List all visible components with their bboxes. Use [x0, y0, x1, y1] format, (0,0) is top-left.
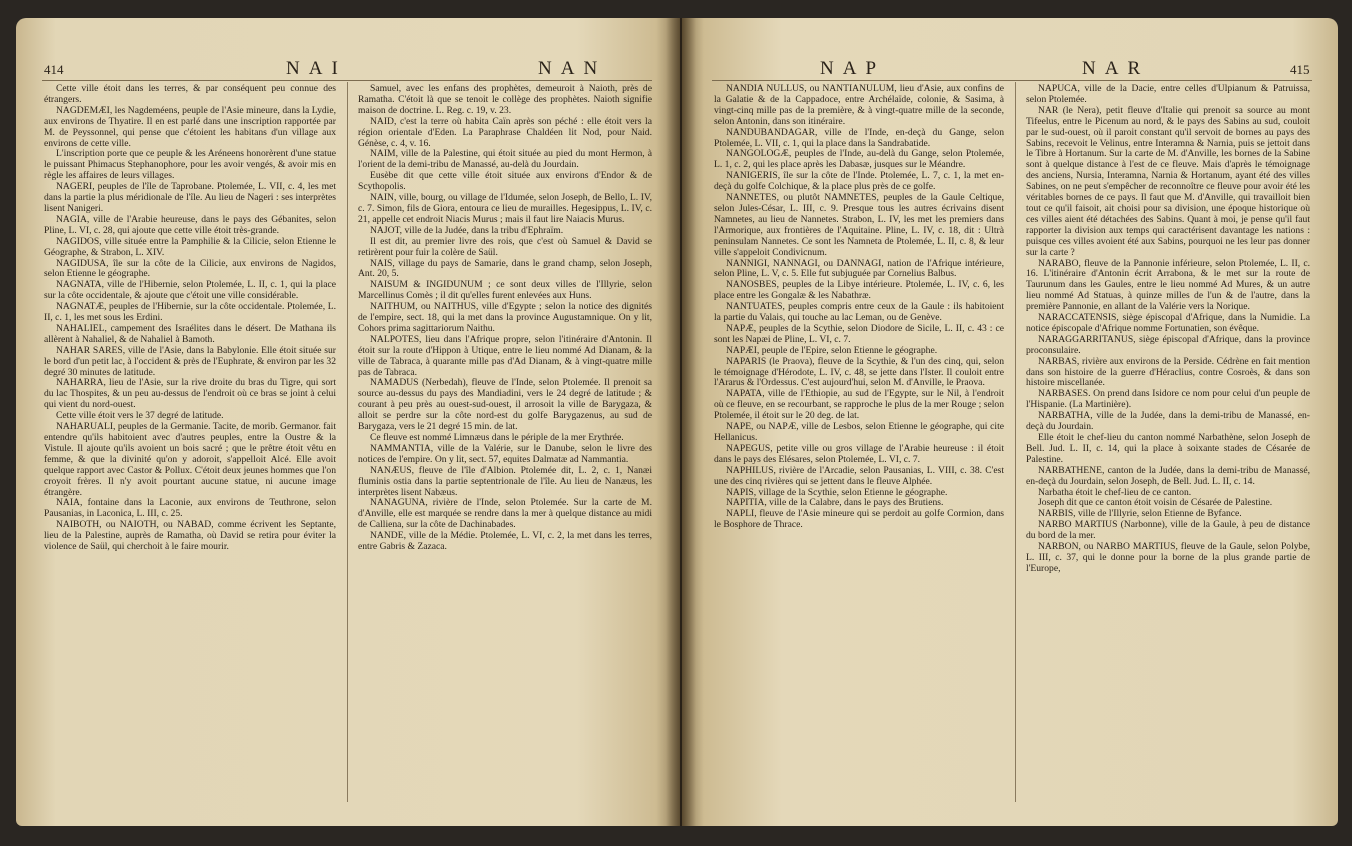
entry-paragraph: NANTUATES, peuples compris entre ceux de la Gaule : ils habitoient la partie du Valais, qui touche au lac Leman, ou de Genève. [714, 301, 1004, 324]
entry-paragraph: Elle étoit le chef-lieu du canton nommé Narbathène, selon Joseph de Bell. Jud. L. II, c. 14, qui la place à soixante stades de Césarée de Palestine. [1026, 432, 1310, 465]
entry-paragraph: NAHALIEL, campement des Israélites dans le désert. De Mathana ils allèrent à Nahaliel, & de Nahaliel à Bamoth. [44, 322, 336, 345]
entry-paragraph: NARBO MARTIUS (Narbonne), ville de la Gaule, à peu de distance du bord de la mer. [1026, 519, 1310, 542]
running-head-right: NAR [1082, 58, 1150, 79]
entry-paragraph: NAHARRA, lieu de l'Asie, sur la rive droite du bras du Tigre, qui sort du lac Thospites, & un peu au-dessus de l'endroit où ce bras se joint à celui qui vient du nord-ouest. [44, 377, 336, 411]
page-number: 415 [1290, 62, 1310, 77]
header-rule [712, 80, 1312, 81]
entry-paragraph: NARBATHENE, canton de la Judée, dans la demi-tribu de Manassé, en-deçà du Jourdain, selon Joseph, de Bell. Jud. L. II, c. 14. [1026, 464, 1310, 487]
entry-paragraph: NAPÆ, peuples de la Scythie, selon Diodore de Sicile, L. II, c. 43 : ce sont les Napæi de Pline, L. VI, c. 7. [714, 322, 1004, 345]
entry-paragraph: NARAGGARRITANUS, siège épiscopal d'Afrique, dans la province proconsulaire. [1026, 333, 1310, 356]
entry-paragraph: NAJOT, ville de la Judée, dans la tribu d'Ephraïm. [370, 224, 564, 236]
entry-paragraph: NAPITIA, ville de la Calabre, dans le pays des Brutiens. [726, 497, 944, 509]
entry-paragraph: NAPE, ou NAPÆ, ville de Lesbos, selon Etienne le géographe, qui cite Hellanicus. [714, 421, 1004, 443]
entry-paragraph: NARBASES. On prend dans Isidore ce nom pour celui d'un peuple de l'Hispanie. (La Martinière). [1026, 388, 1310, 411]
entry-paragraph: NAIM, ville de la Palestine, qui étoit située au pied du mont Hermon, à l'orient de la demi-tribu de Manassé, au-delà du Jourdain. [358, 148, 652, 171]
entry-paragraph: NAHARUALI, peuples de la Germanie. Tacite, de morib. Germanor. fait entendre qu'ils habitoient avec d'autres peuples, entre la Oustre & la Vistule. Il ajoute qu'ils avoient un bois sacré ; que le prêtre étoit vêtu en femme, & que la divinité qu'on y adoroit, s'appelloit Alcé. Elle avoit quelque rapport avec Castor & Pollux. C'étoit deux jeunes hommes que l'on croyoit frères. Il n'y avoit pourtant aucune statue, ni aucune image étrangère. [44, 421, 336, 498]
text-column-1 [44, 84, 336, 553]
entry-paragraph: Joseph dit que ce canton étoit voisin de Césarée de Palestine. [1038, 497, 1273, 509]
left-page [16, 18, 680, 826]
open-book [10, 8, 1342, 840]
entry-paragraph: NAPATA, ville de l'Ethiopie, au sud de l'Egypte, sur le Nil, à l'endroit où ce fleuve, en se recourbant, se rapproche le plus de la mer Rouge ; selon Ptolemée, il étoit sur le 20 deg. de lat. [714, 388, 1004, 422]
entry-paragraph: NANGOLOGÆ, peuples de l'Inde, au-delà du Gange, selon Ptolemée, L. 1, c. 2, qui les place après les Dabasæ, jusques sur le Méandre. [714, 148, 1004, 171]
entry-paragraph: NAID, c'est la terre où habita Caïn après son péché : elle étoit vers la région orientale d'Eden. La Paraphrase Chaldéen lit Nod, pour Naid. Génèse, c. 4, v. 16. [358, 115, 652, 149]
running-head-left: NAP [820, 58, 886, 79]
entry-paragraph: NAGIDOS, ville située entre la Pamphilie & la Cilicie, selon Etienne le Géographe, & Strabon, L. XIV. [44, 235, 336, 258]
entry-paragraph: L'inscription porte que ce peuple & les Aréneens honorèrent d'une statue le puissant Phimacus Stephanophore, pour les avoir vengés, & avoir mis en règle les affaires de leurs villages. [44, 148, 336, 182]
text-column-2 [1026, 84, 1310, 575]
entry-paragraph: NAPEGUS, petite ville ou gros village de l'Arabie heureuse : il étoit dans le pays des Elésares, selon Ptolemée, L. VI, c. 7. [714, 442, 1004, 465]
page-number: 414 [44, 62, 64, 77]
running-head-left: NAI [286, 58, 347, 79]
entry-paragraph: Narbatha étoit le chef-lieu de ce canton. [1038, 486, 1192, 498]
entry-paragraph: NAITHUM, ou NAITHUS, ville d'Egypte ; selon la notice des dignités de l'empire, sect. 18, qui la met dans la province Augustamnique. On y lit, Cohors prima sagittariorum Naithu. [358, 301, 652, 334]
header-rule [42, 80, 652, 81]
entry-paragraph: NALPOTES, lieu dans l'Afrique propre, selon l'itinéraire d'Antonin. Il étoit sur la route d'Hippon à Utique, entre le lieu nommé Ad Dianam, & la ville de Tabraca, à quarante mille pas d'Ad Dianam, & à vingt-quatre mille pas de Tabraca. [358, 333, 652, 378]
entry-paragraph: NAGDEMÆI, les Nagdeméens, peuple de l'Asie mineure, dans la Lydie, aux environs de Thyatire. Il en est parlé dans une inscription rapportée par M. de Peyssonnel, qui pense que c'étoient les habitans d'un village aux environs de cette ville. [44, 104, 336, 149]
text-column-2 [358, 84, 652, 553]
entry-paragraph: NAISUM & INGIDUNUM ; ce sont deux villes de l'Illyrie, selon Marcellinus Comès ; il dit qu'elles furent enlevées aux Huns. [358, 279, 652, 302]
entry-paragraph: NAPHILUS, rivière de l'Arcadie, selon Pausanias, L. VIII, c. 38. C'est une des cinq rivières qui se jettent dans le fleuve Alphée. [714, 464, 1004, 487]
entry-paragraph: NAIS, village du pays de Samarie, dans le grand champ, selon Joseph, Ant. 20, 5. [358, 257, 652, 280]
entry-paragraph: NANAGUNA, rivière de l'Inde, selon Ptolemée. Sur la carte de M. d'Anville, elle est marquée se rendre dans la mer à quelque distance au midi de Calliena, sur la côte de Dachinabades. [358, 497, 652, 531]
entry-paragraph: NANDIA NULLUS, ou NANTIANULUM, lieu d'Asie, aux confins de la Galatie & de la Cappadoce, entre Archélaïde, colonie, & Sasima, à vingt-cinq mille pas de la première, & à vingt-quatre mille de la seconde, selon Antonin, dans son itinéraire. [714, 83, 1004, 127]
entry-paragraph: NAPLI, fleuve de l'Asie mineure qui se perdoit au golfe Cormion, dans le Bosphore de Thrace. [714, 508, 1004, 531]
entry-paragraph: NAIN, ville, bourg, ou village de l'Idumée, selon Joseph, de Bello, L. IV, c. 7. Simon, fils de Giora, entoura ce lieu de murailles. Hegesippus, L. IV, c. 21, appelle cet endroit Niacis Murus ; mais il faut lire Naiacis Murus. [358, 192, 652, 225]
entry-paragraph: NANNETES, ou plutôt NAMNETES, peuples de la Gaule Celtique, selon Jules-César, L. III, c. 9. Presque tous les autres écrivains disent Namnetes, au lieu de Nannetes. Strabon, L. IV, les met les premiers dans l'Armorique, aux frontières de l'Aquitaine. Pline, L. IV, c. 18, dit : Ultrà peninsulam Nannetes. Ce sont les Namneta de Ptolemée, L. II, c. 8, & leur ville s'appeloit Condivicnum. [714, 192, 1004, 258]
entry-paragraph: NANÆUS, fleuve de l'île d'Albion. Ptolemée dit, L. 2, c. 1, Nanæi fluminis ostia dans la partie septentrionale de l'île. Au lieu de Nanæus, les interprètes lisent Nabæus. [358, 464, 652, 498]
entry-paragraph: NAMADUS (Nerbedah), fleuve de l'Inde, selon Ptolemée. Il prenoit sa source au-dessus du pays des Mandiadini, vers le 24 degré de latitude ; & courant à peu près au ouest-sud-ouest, il arrosoit la ville de Barygaza, & alloit se perdre sur la côte nord-est du golfe Barygazenus, au sud de Barygaza, vers le 21 degré 15 min. de lat. [358, 377, 652, 433]
entry-paragraph: NAPIS, village de la Scythie, selon Etienne le géographe. [726, 486, 948, 498]
column-rule [1015, 82, 1016, 802]
entry-paragraph: Cette ville étoit vers le 37 degré de latitude. [56, 410, 224, 422]
entry-paragraph: NAR (le Nera), petit fleuve d'Italie qui prenoit sa source au mont Tifeelus, entre le Picenum au nord, & le pays des Sabins au sud, couloit par le sud-ouest, où il paroit constant qu'il servoit de bornes au pays des Sabins, recevoit le Velinus, entre Interamna & Narnia, puis se jettoit dans le Tibre à Hortanum. Sur la carte de M. d'Anville, les bornes de la Sabine sont à quelque distance à l'est de ce fleuve. Mais d'après le témoignage des anciens, Nursia, Interamna, Narnia & Hortanum, ayant été des villes Sabines, on ne peut s'empêcher de reconnoître ce fleuve pour avoir été les véritables bornes de ce pays. Il faut que M. d'Anville, qui travailloit bien tout ce qu'il faisoit, ait choisi pour sa division, une époque historique où ces villes aient été détachées des Sabins. Quant à moi, je pense qu'il faut rapporter la division aux temps qui caractérisent davantage les nations : puisque ces villes avoient été aux Sabins, pourquoi ne les leur pas donner sur la carte ? [1026, 104, 1310, 258]
right-page [682, 18, 1338, 826]
entry-paragraph: NARBAS, rivière aux environs de la Perside. Cédrène en fait mention dans son histoire de la guerre d'Héraclius, contre Cosroès, & dans son histoire miscellanée. [1026, 355, 1310, 389]
entry-paragraph: NARBIS, ville de l'Illyrie, selon Etienne de Byfance. [1038, 508, 1242, 520]
entry-paragraph: NARBON, ou NARBO MARTIUS, fleuve de la Gaule, selon Polybe, L. III, c. 37, qui le donne pour la borne de la plus grande partie de l'Europe, [1026, 541, 1310, 574]
entry-paragraph: NANIGERIS, île sur la côte de l'Inde. Ptolemée, L. 7, c. 1, la met en-deçà du golfe Colchique, & la place plus près de ce golfe. [714, 170, 1004, 193]
entry-paragraph: NANDUBANDAGAR, ville de l'Inde, en-deçà du Gange, selon Ptolemée, L. VII, c. 1, qui la place dans la Sandrabatide. [714, 126, 1004, 149]
entry-paragraph: NAGNATA, ville de l'Hibernie, selon Ptolemée, L. II, c. 1, qui la place sur la côte occidentale, & ajoute que c'étoit une ville considérable. [44, 279, 336, 302]
entry-paragraph: NAMMANTIA, ville de la Valérie, sur le Danube, selon le livre des notices de l'empire. On y lit, sect. 57, equites Dalmatæ ad Nammantia. [358, 442, 652, 465]
entry-paragraph: NAPARIS (le Praova), fleuve de la Scythie, & l'un des cinq, qui, selon le témoignage d'Hérodote, L. IV, c. 48, se jette dans l'Ister. Il couloit entre l'Ararus & l'Ordessus. C'est aujourd'hui, selon M. d'Anville, le Praova. [714, 355, 1004, 389]
entry-paragraph: NANOSBES, peuples de la Libye intérieure. Ptolemée, L. IV, c. 6, les place entre les Gongalæ & les Nabathræ. [714, 279, 1004, 302]
column-rule [347, 82, 348, 802]
running-head-right: NAN [538, 58, 607, 79]
entry-paragraph: NANDE, ville de la Médie. Ptolemée, L. VI, c. 2, la met dans les terres, entre Gabris & Zazaca. [358, 530, 652, 553]
entry-paragraph: NARBATHA, ville de la Judée, dans la demi-tribu de Manassé, en-deçà du Jourdain. [1026, 410, 1310, 433]
entry-paragraph: NAGIA, ville de l'Arabie heureuse, dans le pays des Gébanites, selon Pline, L. VI, c. 28, qui ajoute que cette ville étoit très-grande. [44, 213, 336, 236]
entry-paragraph: NAIBOTH, ou NAIOTH, ou NABAD, comme écrivent les Septante, lieu de la Palestine, auprès de Ramatha, où David se retira pour éviter la violence de Saül, qui cherchoit à le faire mourir. [44, 519, 336, 553]
entry-paragraph: Il est dit, au premier livre des rois, que c'est où Samuel & David se retirèrent pour fuir la colère de Saül. [358, 235, 652, 258]
entry-paragraph: NAPÆI, peuple de l'Epire, selon Etienne le géographe. [726, 344, 938, 356]
entry-paragraph: Ce fleuve est nommé Limnæus dans le périple de la mer Erythrée. [370, 432, 624, 443]
entry-paragraph: NAHAR SARES, ville de l'Asie, dans la Babylonie. Elle étoit située sur le bord d'un petit lac, à l'occident & près de l'Euphrate, & environ par les 32 degré 30 minutes de latitude. [44, 344, 336, 378]
entry-paragraph: NARABO, fleuve de la Pannonie inférieure, selon Ptolemée, L. II, c. 16. L'itinéraire d'Antonin écrit Arrabona, & le met sur la route de Taurunum dans les Gaules, entre le lieu nommé Ad Mures, & un autre lieu nommé Ad Statuas, à quinze milles de l'un & de l'autre, dans la première Pannonie, en allant de la Valérie vers la Norique. [1026, 257, 1310, 313]
entry-paragraph: NAGIDUSA, île sur la côte de la Cilicie, aux environs de Nagidos, selon Etienne le géographe. [44, 257, 336, 280]
entry-paragraph: Eusèbe dit que cette ville étoit située aux environs d'Endor & de Scythopolis. [358, 170, 652, 193]
entry-paragraph: NARACCATENSIS, siège épiscopal d'Afrique, dans la Numidie. La notice épiscopale d'Afrique nomme Fortunatien, son évêque. [1026, 312, 1310, 334]
entry-paragraph: NAGERI, peuples de l'île de Taprobane. Ptolemée, L. VII, c. 4, les met dans la partie la plus méridionale de l'île. Au lieu de Nageri : ses interprètes lisent Nanigeri. [44, 181, 336, 214]
entry-paragraph: NANNIGI, NANNAGI, ou DANNAGI, nation de l'Afrique intérieure, selon Pline, L. V, c. 5. Elle fut subjuguée par Cornelius Balbus. [714, 257, 1004, 280]
entry-paragraph: Samuel, avec les enfans des prophètes, demeuroit à Naioth, près de Ramatha. C'étoit là que se tenoit le collège des prophètes. Naioth signifie maison de doctrine. L. Reg. c. 19, v. 23. [358, 83, 652, 116]
text-column-1 [714, 84, 1004, 531]
entry-paragraph: NAIA, fontaine dans la Laconie, aux environs de Teuthrone, selon Pausanias, in Laconica, L. III, c. 25. [44, 497, 336, 520]
entry-paragraph: NAGNATÆ, peuples de l'Hibernie, sur la côte occidentale. Ptolemée, L. II, c. 1, les met sous les Erdini. [44, 301, 336, 324]
entry-paragraph: NAPUCA, ville de la Dacie, entre celles d'Ulpianum & Patruissa, selon Ptolemée. [1026, 83, 1310, 105]
entry-paragraph: Cette ville étoit dans les terres, & par conséquent peu connue des étrangers. [44, 83, 336, 105]
